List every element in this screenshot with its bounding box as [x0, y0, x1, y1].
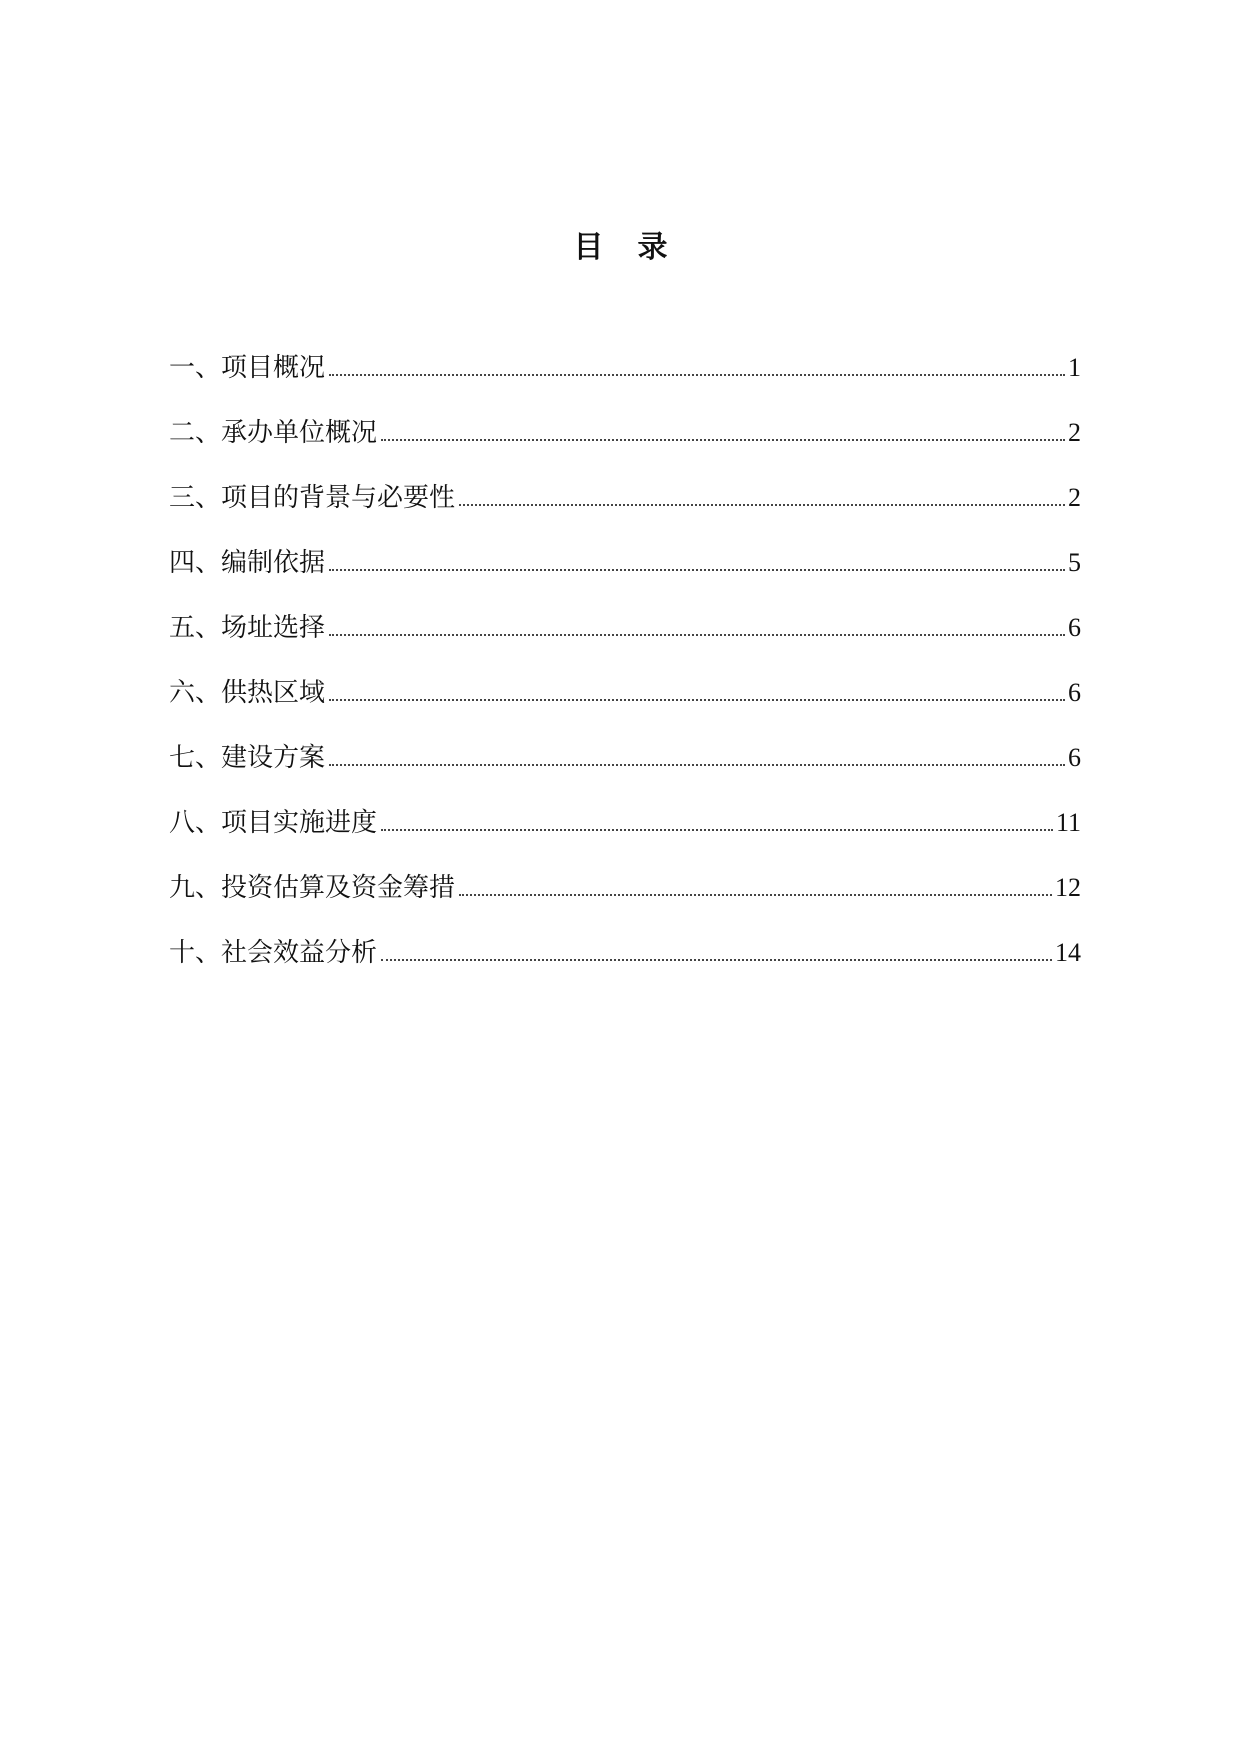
toc-page-number: 6 — [1068, 613, 1081, 642]
toc-page-number: 6 — [1068, 743, 1081, 772]
toc-page-number: 5 — [1068, 548, 1081, 577]
toc-entry-3[interactable] — [169, 483, 1081, 548]
toc-page-number: 14 — [1055, 938, 1081, 967]
toc-entry-5[interactable] — [169, 613, 1081, 678]
toc-entry-title: 五、场址选择 — [169, 613, 326, 643]
toc-entry-title: 三、项目的背景与必要性 — [169, 483, 456, 513]
toc-page-number: 2 — [1068, 418, 1081, 447]
dot-leader — [329, 569, 1065, 571]
dot-leader — [329, 634, 1065, 636]
toc-entry-8[interactable] — [169, 808, 1081, 873]
toc-entry-title: 四、编制依据 — [169, 548, 326, 578]
page-title — [0, 222, 1241, 266]
toc-entry-title: 九、投资估算及资金筹措 — [169, 873, 456, 903]
toc-entry-6[interactable] — [169, 678, 1081, 743]
toc-entry-title: 十、社会效益分析 — [169, 938, 378, 968]
toc-entry-2[interactable] — [169, 418, 1081, 483]
toc-entry-7[interactable] — [169, 743, 1081, 808]
toc-page-number: 11 — [1055, 808, 1081, 837]
toc-page-number: 12 — [1055, 873, 1081, 902]
toc-entry-title: 一、项目概况 — [169, 353, 326, 383]
page-title-char-1: 目 — [573, 230, 604, 265]
toc-entry-title: 八、项目实施进度 — [169, 808, 378, 838]
page-title-char-2: 录 — [637, 230, 668, 265]
dot-leader — [329, 374, 1065, 376]
toc-page-number: 2 — [1068, 483, 1081, 512]
dot-leader — [381, 959, 1052, 961]
toc-entry-1[interactable] — [169, 353, 1081, 418]
dot-leader — [459, 894, 1052, 896]
toc-entry-title: 二、承办单位概况 — [169, 418, 378, 448]
table-of-contents — [169, 353, 1081, 1003]
dot-leader — [329, 764, 1065, 766]
dot-leader — [381, 829, 1053, 831]
toc-entry-9[interactable] — [169, 873, 1081, 938]
dot-leader — [329, 699, 1065, 701]
toc-entry-4[interactable] — [169, 548, 1081, 613]
dot-leader — [381, 439, 1065, 441]
toc-page-number: 6 — [1068, 678, 1081, 707]
toc-page-number: 1 — [1068, 353, 1081, 382]
toc-entry-title: 七、建设方案 — [169, 743, 326, 773]
dot-leader — [459, 504, 1065, 506]
toc-entry-title: 六、供热区域 — [169, 678, 326, 708]
toc-entry-10[interactable] — [169, 938, 1081, 1003]
